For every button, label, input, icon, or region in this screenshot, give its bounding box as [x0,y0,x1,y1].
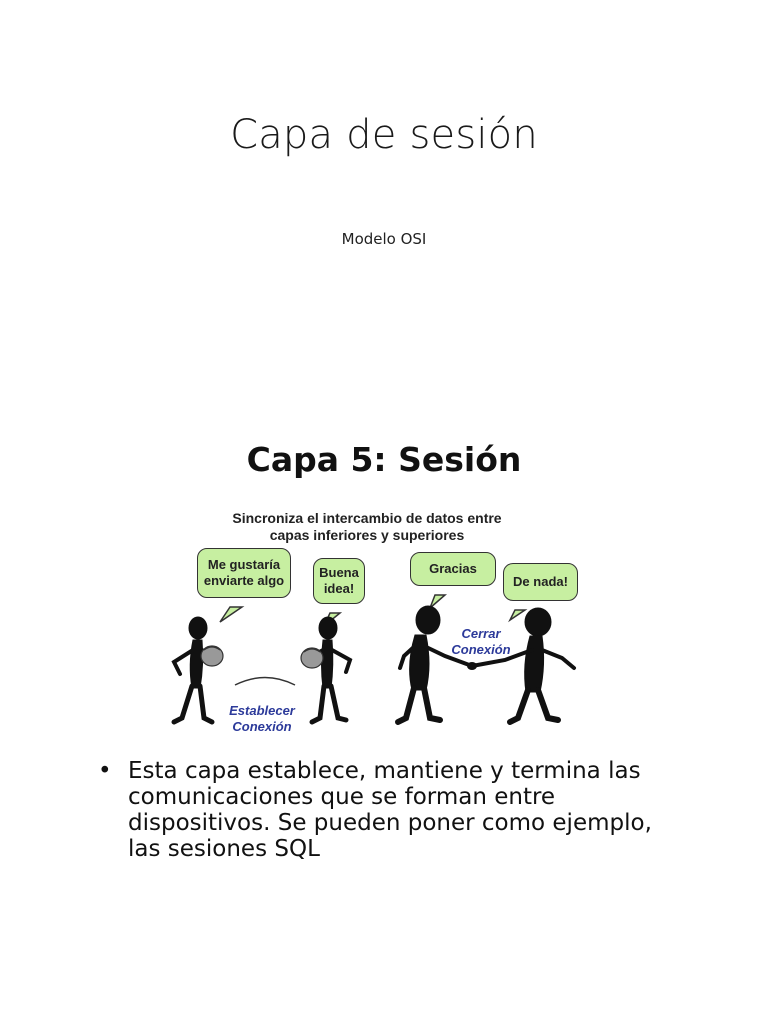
caption-line-2: capas inferiores y superiores [269,527,465,543]
package-icon [301,648,323,668]
speech-bubble-thanks [410,552,496,586]
handshake-icon [467,662,477,670]
bubble-text: De nada! [513,574,568,589]
establish-connection-label [222,703,302,735]
bubble-text: enviarte algo [203,573,285,588]
slide-title: Capa de sesión [230,112,538,158]
caption-line-1: Sincroniza el intercambio de datos entre [232,510,502,526]
bubble-text: Gracias [429,561,477,576]
bubble-text: Buena [319,565,359,580]
content-slide [0,390,768,1024]
label-line: Conexión [451,642,511,657]
connection-arc [235,678,295,686]
close-connection-label [441,626,521,658]
bubble-text: idea! [323,581,355,596]
slide-subtitle: Modelo OSI [341,230,427,248]
title-slide [0,0,768,390]
label-line: Cerrar [461,626,501,641]
stick-figure-1 [174,617,215,722]
label-line: Establecer [229,703,295,718]
bubble-tail [510,610,525,620]
bubble-text: Me gustaría [207,557,281,572]
bullet-text: Esta capa establece, mantiene y termina las comunicaciones que se forman entre dispositivos. Se pueden poner como ejemplo, las sesiones SQL [128,758,652,862]
bubble-tail [220,607,242,622]
bullet-point [100,758,680,862]
stick-figure-2 [312,617,350,722]
illustration-caption [0,510,734,544]
package-icon [201,646,223,666]
stick-figure-3 [398,606,472,722]
label-line: Conexión [232,719,292,734]
slide-heading: Capa 5: Sesión [246,440,522,479]
bullet-marker: • [98,758,112,784]
bubble-tail [430,595,445,608]
